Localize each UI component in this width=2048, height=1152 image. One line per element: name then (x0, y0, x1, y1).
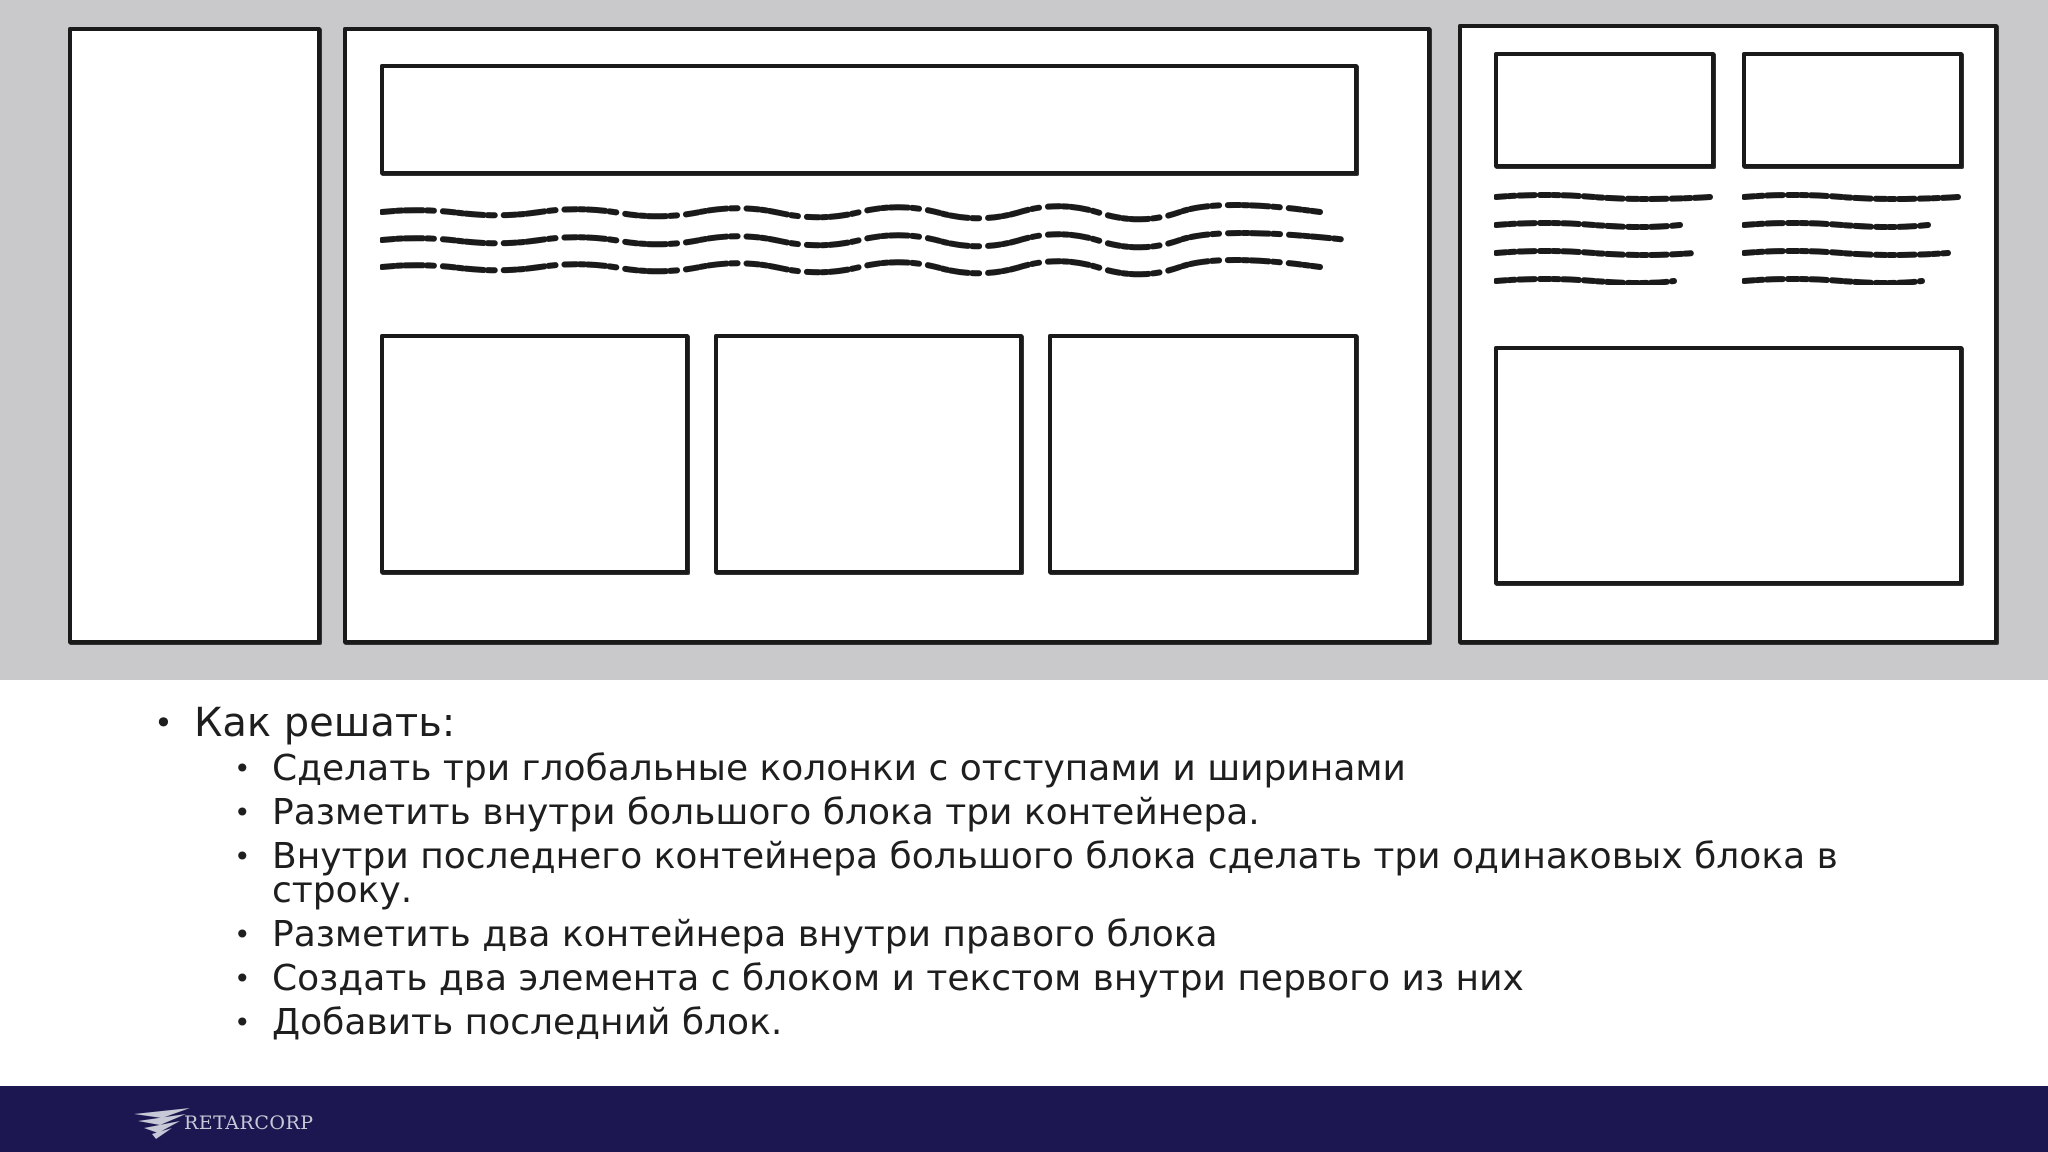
main-card-1 (380, 334, 689, 574)
bullet-list (150, 700, 1950, 1050)
right-bottom-block (1494, 346, 1963, 585)
wing-icon (132, 1106, 192, 1140)
bullet-step-6: • Добавить последний блок. (150, 1006, 1910, 1040)
company-logo (132, 1100, 314, 1140)
bullet-step-4: • Разметить два контейнера внутри правого блока (150, 918, 1910, 952)
main-card-3 (1048, 334, 1358, 574)
right-text-scribble-2 (1742, 185, 1966, 285)
right-text-scribble-1 (1494, 185, 1718, 285)
left-column-block (68, 27, 321, 644)
main-header-block (380, 64, 1358, 175)
logo-text: RETARCORP (184, 1112, 314, 1134)
bullet-step-2: • Разметить внутри большого блока три контейнера. (150, 796, 1910, 830)
footer-bar (0, 1086, 2048, 1152)
main-card-2 (714, 334, 1023, 574)
bullet-step-5: • Создать два элемента с блоком и текстом внутри первого из них (150, 962, 1910, 996)
right-thumb-1 (1494, 52, 1715, 168)
main-text-scribble (380, 200, 1360, 280)
right-thumb-2 (1742, 52, 1963, 168)
bullet-step-3: • Внутри последнего контейнера большого блока сделать три одинаковых блока в строку. (150, 840, 1910, 908)
bullet-step-1: • Сделать три глобальные колонки с отступами и ширинами (150, 752, 1910, 786)
bullet-heading: • Как решать: (150, 700, 1950, 746)
